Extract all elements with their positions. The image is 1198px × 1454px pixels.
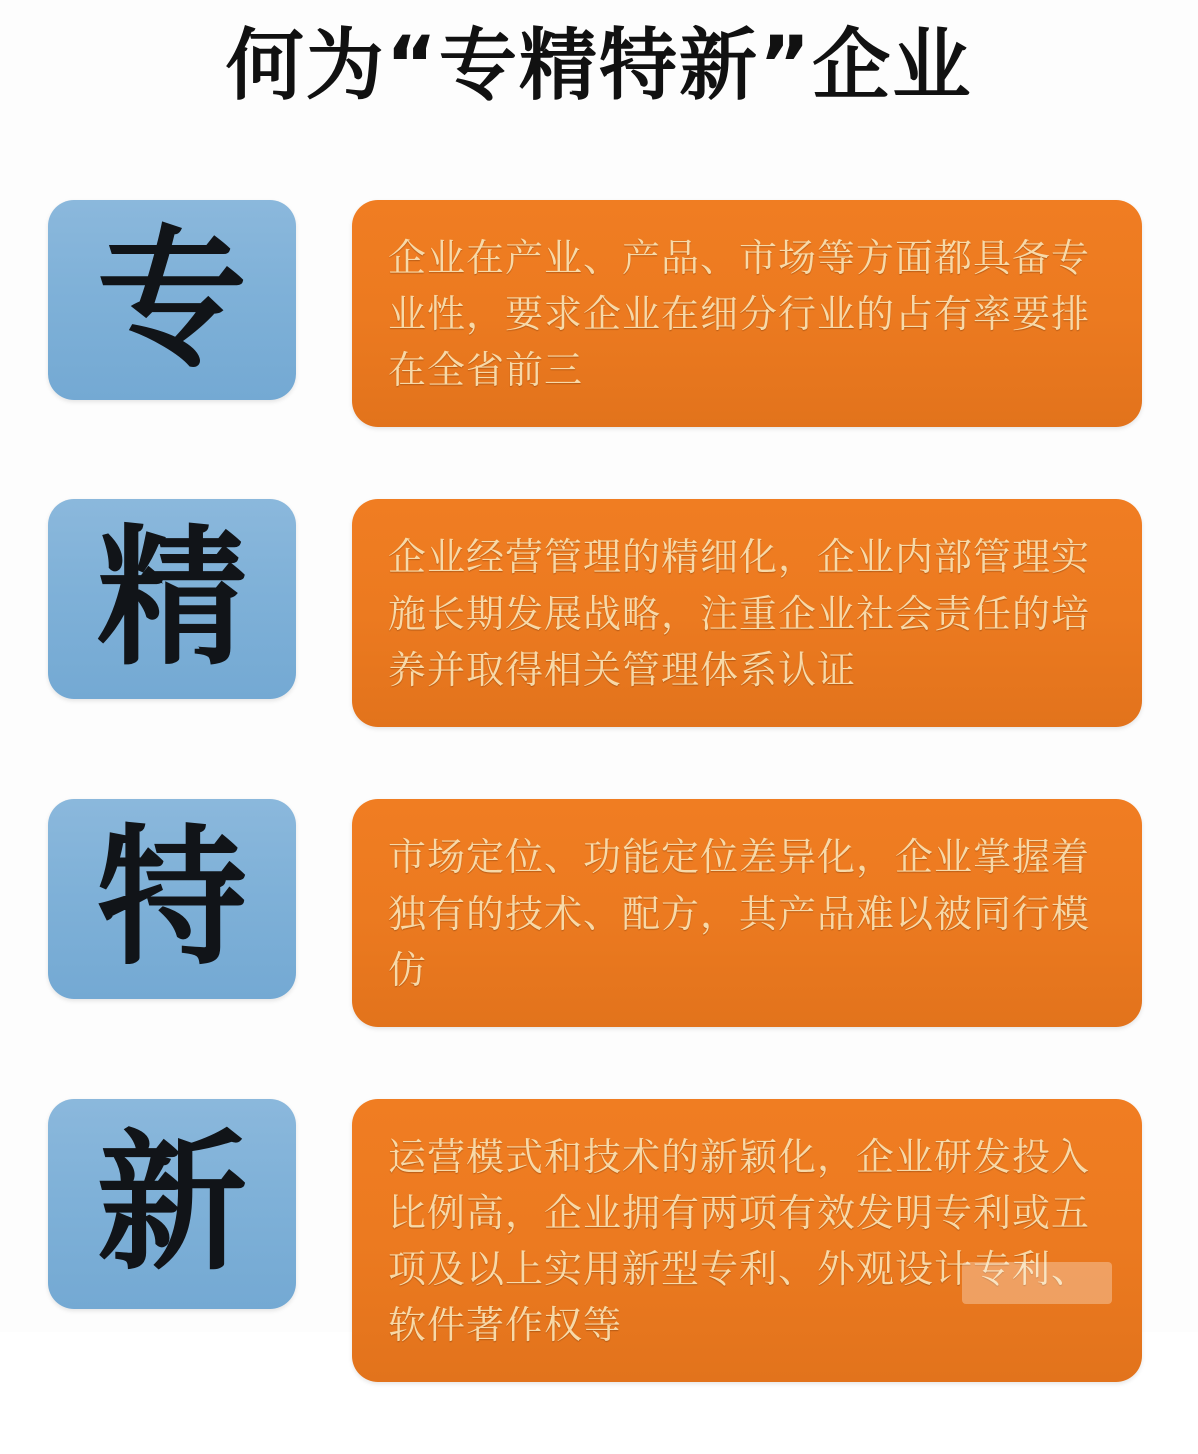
concept-character: 专 [96,213,247,387]
concept-description: 市场定位、功能定位差异化，企业掌握着独有的技术、配方，其产品难以被同行模仿 [388,835,1091,992]
concept-description-card [352,799,1142,1027]
concept-character-card [48,499,296,699]
page-title: 何为“专精特新”企业 [225,21,973,111]
concept-description-card [352,499,1142,727]
concept-description-card [352,1099,1142,1382]
concept-character: 新 [96,1116,247,1291]
concept-description: 运营模式和技术的新颖化，企业研发投入比例高，企业拥有两项有效发明专利或五项及以上实用新型专利、外观设计专利、软件著作权等 [388,1134,1091,1348]
concept-character-card [48,1099,296,1309]
concept-character: 特 [96,811,247,986]
concept-row [0,799,1198,1027]
concept-character: 精 [96,511,247,686]
concept-character-card [48,799,296,999]
concept-description: 企业在产业、产品、市场等方面都具备专业性，要求企业在细分行业的占有率要排在全省前三 [388,236,1091,393]
concept-description: 企业经营管理的精细化，企业内部管理实施长期发展战略，注重企业社会责任的培养并取得相关管理体系认证 [388,535,1091,692]
concept-row [0,200,1198,427]
concept-character-card [48,200,296,400]
concept-row [0,499,1198,727]
watermark-overlay [962,1262,1112,1304]
concept-row [0,1099,1198,1382]
concept-description-card [352,200,1142,427]
